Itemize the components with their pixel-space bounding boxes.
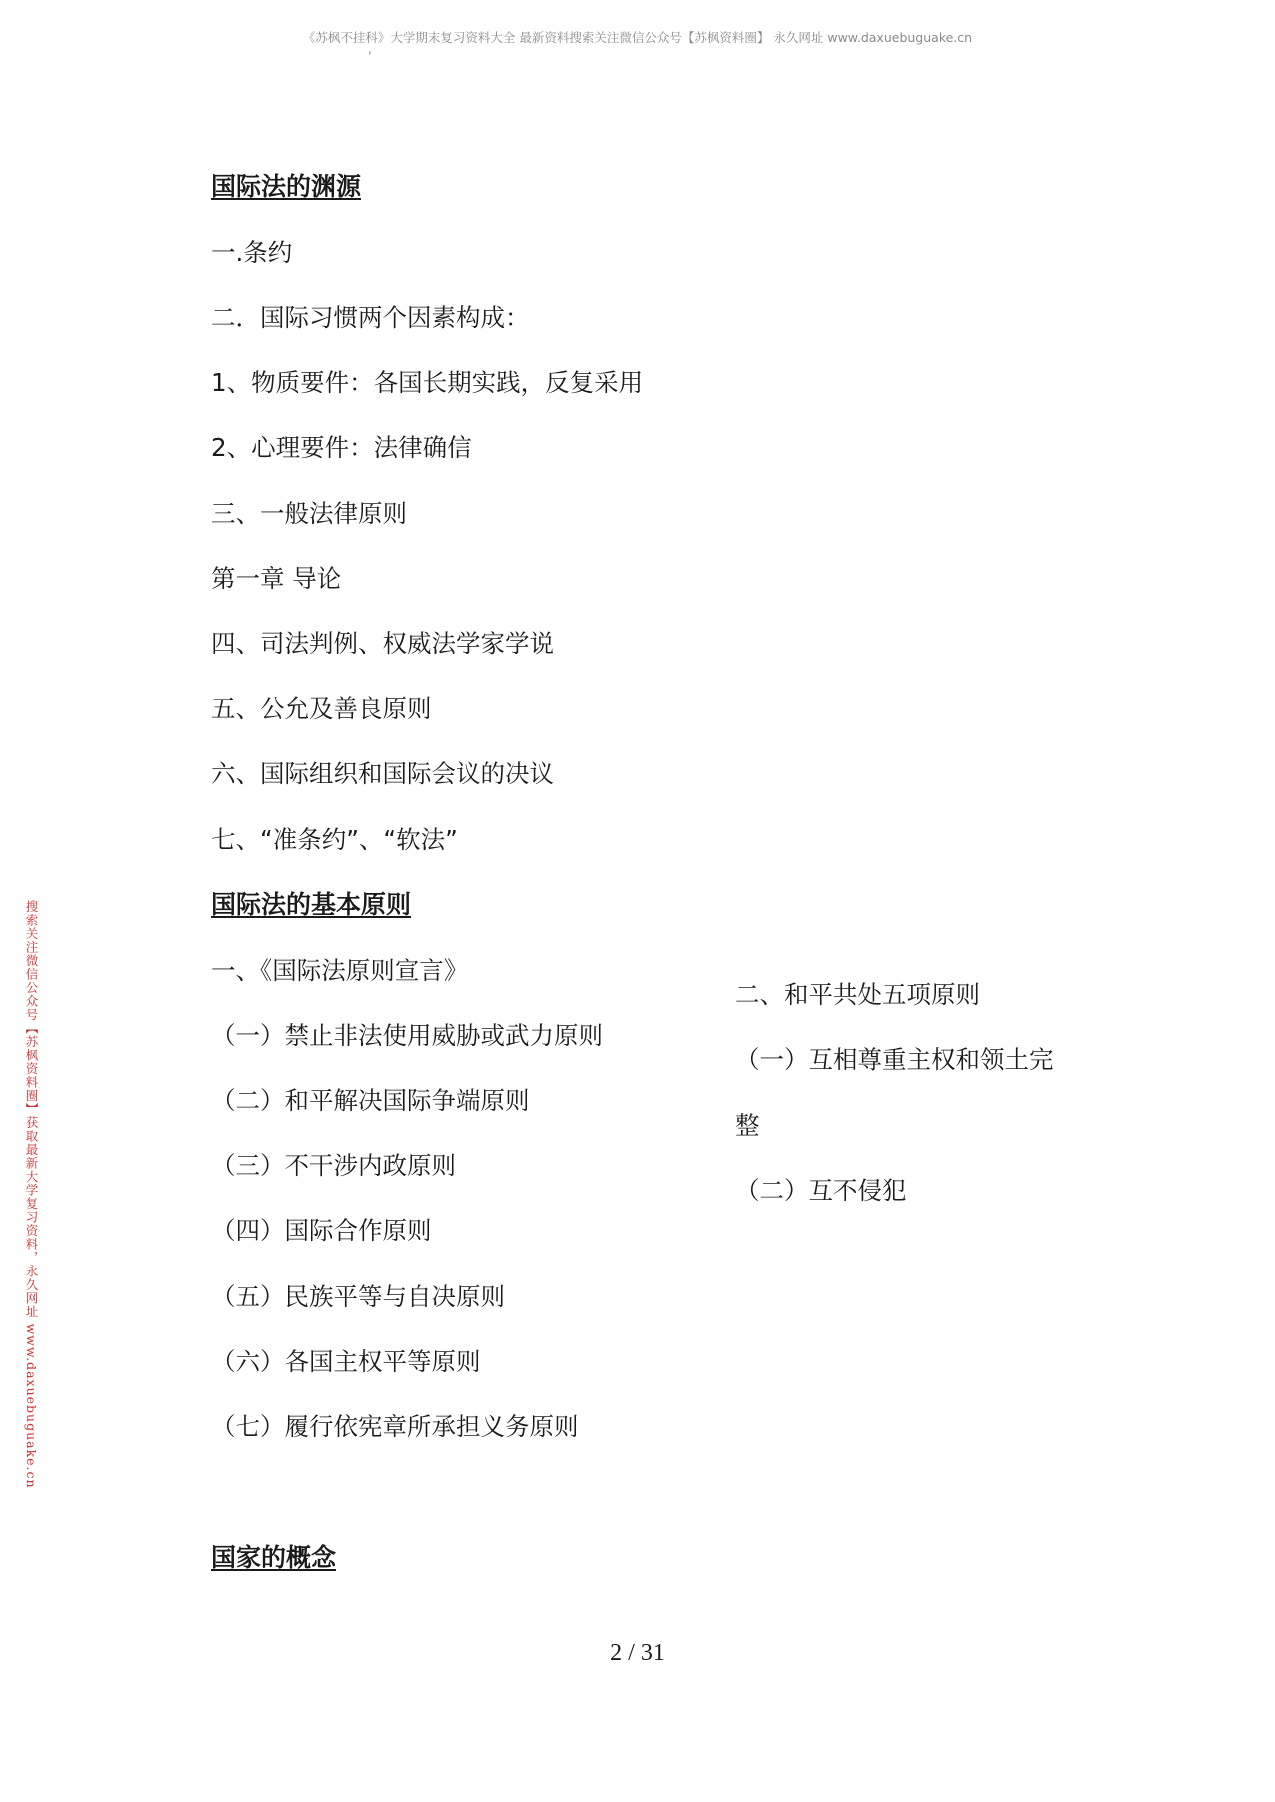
list-item: 一.条约 [211, 238, 293, 267]
list-item: 1、物质要件：各国长期实践，反复采用 [211, 368, 644, 397]
list-item: （四）国际合作原则 [211, 1216, 432, 1245]
list-item: （二）互不侵犯 [735, 1176, 907, 1205]
list-item: 六、国际组织和国际会议的决议 [211, 759, 554, 788]
list-item: （一）禁止非法使用威胁或武力原则 [211, 1021, 603, 1050]
header-comma-mark: , [368, 42, 372, 56]
page-header-watermark: 《苏枫不挂科》大学期末复习资料大全 最新资料搜索关注微信公众号【苏枫资料圈】 永久网址 www.daxuebuguake.cn [302, 30, 973, 45]
heading-state: 国家的概念 [211, 1543, 337, 1572]
list-item: （一）互相尊重主权和领土完 [735, 1045, 1054, 1074]
list-item: （五）民族平等与自决原则 [211, 1282, 505, 1311]
list-item: 第一章 导论 [211, 564, 342, 593]
list-item: 二、和平共处五项原则 [735, 980, 980, 1009]
list-item: （六）各国主权平等原则 [211, 1347, 481, 1376]
list-item: （三）不干涉内政原则 [211, 1151, 456, 1180]
list-item: 二．国际习惯两个因素构成： [211, 303, 530, 332]
list-item: 四、司法判例、权威法学家学说 [211, 629, 554, 658]
list-item: 2、心理要件：法律确信 [211, 433, 472, 462]
list-item: （二）和平解决国际争端原则 [211, 1086, 530, 1115]
list-item: 一、《国际法原则宣言》 [211, 956, 469, 985]
list-item: （七）履行依宪章所承担义务原则 [211, 1412, 579, 1441]
page-number: 2 / 31 [610, 1640, 665, 1666]
side-watermark: 搜索关注微信公众号【苏枫资料圈】获取最新大学复习资料，永久网址 www.daxuebuguake.cn [24, 900, 39, 1489]
list-item: 三、一般法律原则 [211, 499, 407, 528]
list-item: 五、公允及善良原则 [211, 694, 432, 723]
list-item: 七、“准条约”、“软法” [211, 825, 458, 854]
heading-sources: 国际法的渊源 [211, 172, 362, 201]
list-item: 整 [735, 1111, 760, 1140]
heading-principles: 国际法的基本原则 [211, 890, 412, 919]
